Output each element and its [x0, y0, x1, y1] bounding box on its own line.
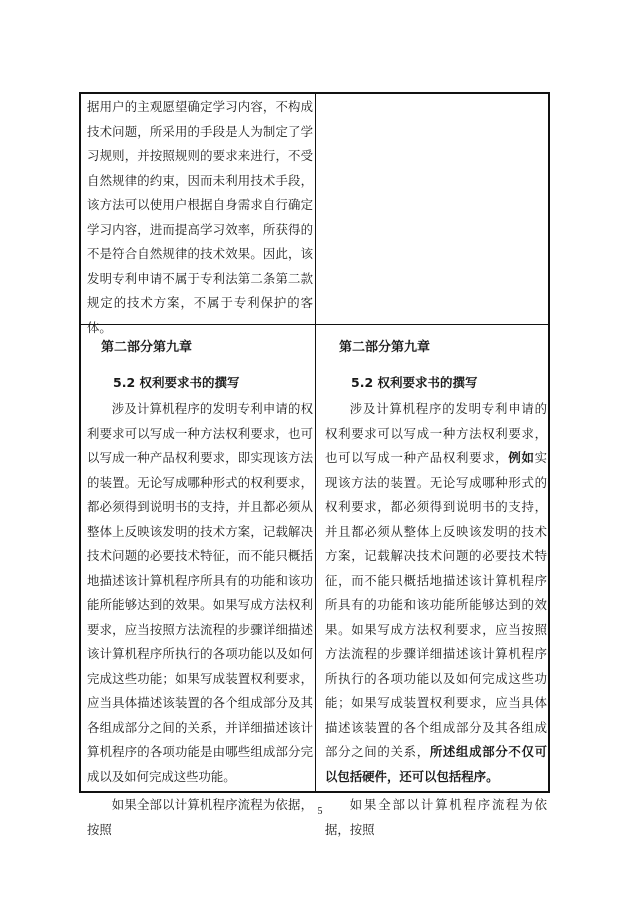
right-chapter-heading: 第二部分第九章 — [339, 340, 431, 355]
comparison-table — [79, 92, 550, 837]
left-chapter-heading: 第二部分第九章 — [101, 340, 193, 355]
right-para1-part-c: 实现该方法的装置。无论写成哪种形式的权利要求，都必须得到说明书的支持，并且都必须从整体上反映该发明的技术方案，记载解决技术问题的必要技术特征，而不能只概括地描述该计算机程序所具有的功能和该功能所能够达到的效果。如果写成方法权利要求，应当按照方法流程的步骤详细描述该计算机程序所执行的各项功能以及如何完成这些功能；如果写成装置权利要求，应当具体描述该装置的各个组成部分及其各组成部分之间的关系， — [325, 450, 548, 759]
right-para1-bold-2: 所述组成部分不仅可以包括硬件，还可以包括程序。 — [325, 744, 548, 784]
right-para1-part-a: 涉及计算机程序的发明专利申请的权利要求可以写成一种方法权利要求，也可以写成一种产品权利要求， — [325, 401, 547, 465]
right-paragraph-2: 如果全部以计算机程序流程为依据，按照 — [325, 797, 547, 837]
top-left-cell — [87, 95, 313, 340]
top-left-paragraph: 据用户的主观愿望确定学习内容，不构成技术问题，所采用的手段是人为制定了学习规则，并按照规则的要求来进行，不受自然规律的约束，因而未利用技术手段，该方法可以使用户根据自身需求自行确定学习内容，进而提高学习效率，所获得的不是符合自然规律的技术效果。因此，该发明专利申请不属于专利法第二条第二款规定的技术方案，不属于专利保护的客体。 — [87, 99, 313, 335]
page-number: 5 — [317, 806, 323, 817]
left-paragraph-2: 如果全部以计算机程序流程为依据，按照 — [87, 797, 313, 837]
column-divider — [315, 94, 316, 791]
right-section-heading: 5.2 权利要求书的撰写 — [351, 374, 478, 390]
bottom-right-cell — [325, 336, 547, 842]
right-para1-bold-1: 例如 — [508, 450, 535, 465]
right-paragraph-1 — [325, 397, 547, 789]
left-paragraph-1: 涉及计算机程序的发明专利申请的权利要求可以写成一种方法权利要求，也可以写成一种产品权利要求，即实现该方法的装置。无论写成哪种形式的权利要求，都必须得到说明书的支持，并且都必须从整体上反映该发明的技术方案，记载解决技术问题的必要技术特征，而不能只概括地描述该计算机程序所具有的功能和该功能所能够达到的效果。如果写成方法权利要求，应当按照方法流程的步骤详细描述该计算机程序所执行的各项功能以及如何完成这些功能；如果写成装置权利要求，应当具体描述该装置的各个组成部分及其各组成部分之间的关系，并详细描述该计算机程序的各项功能是由哪些组成部分完成以及如何完成这些功能。 — [87, 401, 313, 784]
bottom-left-cell — [87, 336, 313, 842]
left-section-heading: 5.2 权利要求书的撰写 — [113, 374, 240, 390]
